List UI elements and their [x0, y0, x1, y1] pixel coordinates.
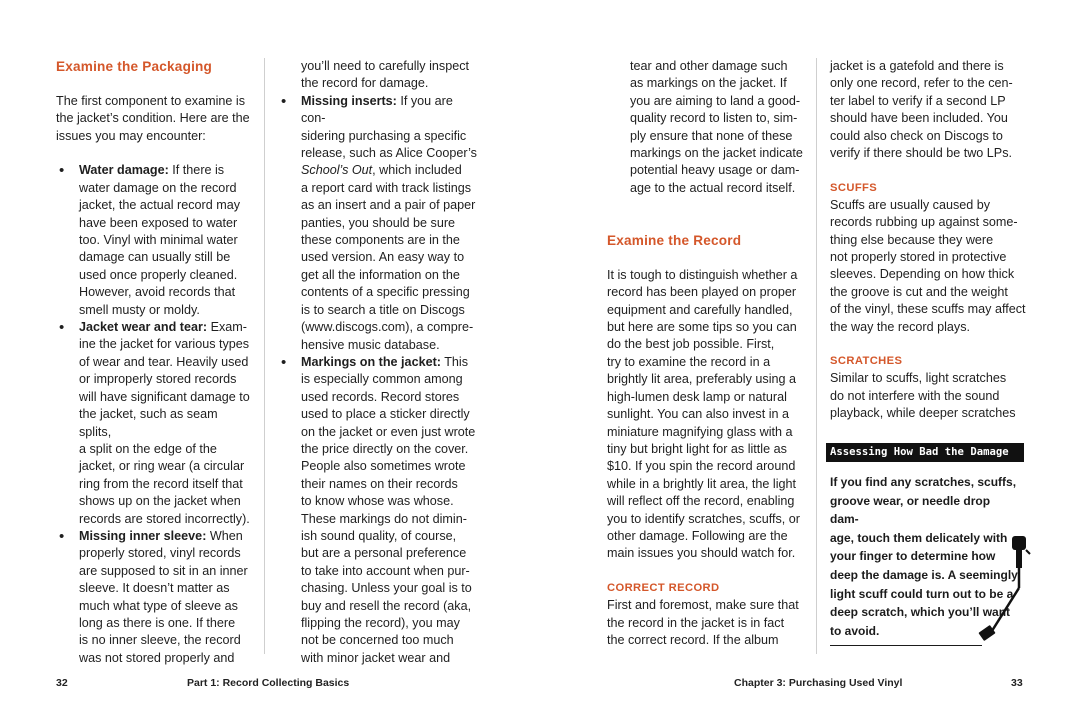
subhead-scuffs: SCUFFS — [830, 181, 878, 194]
right-column-2 — [830, 58, 1030, 423]
list-item-missing-inserts: • Missing inserts: If you are con- sidering purchasing a specific release, such as Alice Cooper’s School’s Out, which included a report card with track listings as an insert and a pair of paper panties, you should be sure these components are in the used version. An easy way to get all the information on the contents of a specific pressing is to search a title on Discogs (www.discogs.com), a compre- hensive music database. — [278, 93, 478, 354]
list-item-jacket-wear: • Jacket wear and tear: Exam- ine the jacket for various types of wear and tear. Heavily used or improperly stored records will have significant damage to the jacket, such as seam splits, a split on the edge of the jacket, or ring wear (a circular ring from the record itself that shows up on the jacket when records are stored incorrectly). — [56, 319, 252, 528]
list-item-markings-on-jacket: • Markings on the jacket: This is especially common among used records. Record stores used to place a sticker directly on the jacket or even just wrote the price directly on the cover. People also sometimes wrote their names on their records to know whose was whose. These markings do not dimin- ish sound quality, of course, but are a personal preference to take into account when pur- chasing. Unless your goal is to buy and resell the record (aka, flipping the record), you may not be concerned too much with minor jacket wear and — [278, 354, 478, 667]
page-number-right: 33 — [1011, 677, 1023, 689]
album-title: School’s Out — [301, 163, 373, 178]
scuffs-paragraph: Scuffs are usually caused by records rubbing up against some- thing else because they were not properly stored in protective sleeves. Depending on how thick the groove is cut and the weight of the vinyl, these scuffs may affect the way the record plays. — [830, 197, 1026, 334]
continued-paragraph: jacket is a gatefold and there is only one record, refer to the cen- ter label to verify if a second LP should have been included. You could also check on Discogs to verify if there should be two LPs. — [830, 59, 1013, 161]
right-column-1 — [607, 58, 807, 649]
sidebar-body: If you find any scratches, scuffs, groove wear, or needle drop dam- age, touch them delicately with your finger to determine how deep the damage is. A seemingly light scuff could turn out to be a deep scratch, which you’ll want to avoid. — [830, 475, 1018, 638]
continued-paragraph: you’ll need to carefully inspect the record for damage. — [301, 59, 470, 91]
heading-examine-packaging: Examine the Packaging — [56, 59, 213, 74]
sidebar-title: Assessing How Bad the Damage Is — [826, 443, 1024, 462]
left-column-2 — [278, 58, 478, 667]
packaging-issue-list — [56, 162, 252, 667]
running-head-left: Part 1: Record Collecting Basics — [187, 677, 350, 689]
continued-paragraph: tear and other damage such as markings on the jacket. If you are aiming to land a good- quality record to listen to, sim- ply ensure that none of these markings on the jacket indicate potential heavy usage or dam- age to the actual record itself. — [630, 59, 803, 195]
subhead-correct-record: CORRECT RECORD — [607, 582, 720, 595]
packaging-issue-list-cont — [278, 93, 478, 667]
scratches-paragraph: Similar to scuffs, light scratches do not interfere with the sound playback, while deeper scratches — [830, 371, 1016, 421]
column-divider — [264, 58, 265, 654]
tonearm-icon — [970, 530, 1032, 652]
heading-examine-record: Examine the Record — [607, 233, 742, 249]
subhead-scratches: SCRATCHES — [830, 355, 903, 368]
column-divider — [816, 58, 817, 654]
list-item-water-damage: • Water damage: If there is water damage on the record jacket, the actual record may have been exposed to water too. Vinyl with minimal water damage can usually still be used once properly cleaned. However, avoid records that smell musty or moldy. — [56, 162, 252, 319]
correct-record-paragraph: First and foremost, make sure that the record in the jacket is in fact the correct record. If the album — [607, 598, 799, 647]
sidebar-rule — [830, 645, 982, 646]
running-head-right: Chapter 3: Purchasing Used Vinyl — [734, 677, 903, 689]
examine-record-paragraph: It is tough to distinguish whether a record has been played on proper equipment and carefully handled, but here are some tips so you can do the best job possible. First, try to examine the record in a brightly lit area, preferably using a high-lumen desk lamp or natural sunlight. You can also invest in a miniature magnifying glass with a tiny but bright light for as little as $10. If you spin the record around while in a brightly lit area, the light will reflect off the record, enabling you to identify scratches, scuffs, or other damage. Following are the main issues you should watch for. — [607, 267, 800, 561]
left-column-1 — [56, 58, 252, 667]
page-number-left: 32 — [56, 677, 68, 689]
intro-paragraph: The first component to examine is the jacket’s condition. Here are the issues you may encounter: — [56, 93, 250, 143]
list-item-missing-inner-sleeve: • Missing inner sleeve: When properly stored, vinyl records are supposed to sit in an inner sleeve. It doesn’t matter as much what type of sleeve as long as there is one. If there is no inner sleeve, the record was not stored properly and — [56, 528, 252, 667]
